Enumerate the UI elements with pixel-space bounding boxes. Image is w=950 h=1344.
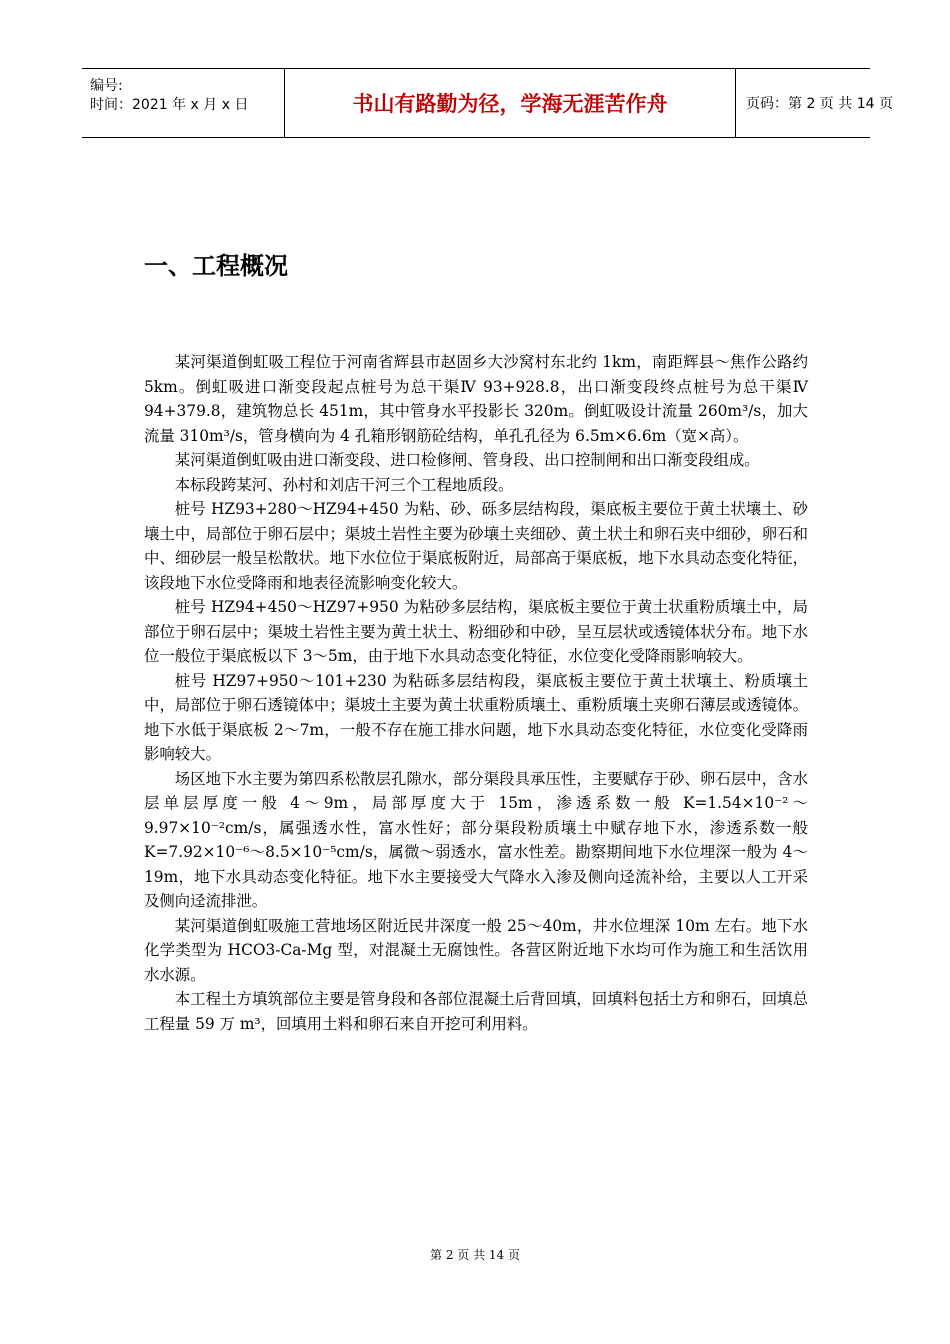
paragraph: 桩号 HZ93+280～HZ94+450 为粘、砂、砾多层结构段，渠底板主要位于黄土状壤土、砂壤土中，局部位于卵石层中；渠坡土岩性主要为砂壤土夹细砂、黄土状土和卵石夹中细砂，卵石和中、细砂层一般呈松散状。地下水位位于渠底板附近，局部高于渠底板，地下水具动态变化特征，该段地下水位受降雨和地表径流影响变化较大。 <box>144 500 808 592</box>
paragraph: 某河渠道倒虹吸由进口渐变段、进口检修闸、管身段、出口控制闸和出口渐变段组成。 <box>174 451 760 469</box>
paragraph: 本工程土方填筑部位主要是管身段和各部位混凝土后背回填，回填料包括土方和卵石，回填总工程量 59 万 m³，回填用土料和卵石来自开挖可利用料。 <box>144 990 808 1033</box>
document-time-label: 时间：2021 年 x 月 x 日 <box>90 97 249 113</box>
page-header <box>82 68 893 138</box>
paragraph: 桩号 HZ97+950～101+230 为粘砾多层结构段，渠底板主要位于黄土状壤土、粉质壤土中，局部位于卵石透镜体中；渠坡土主要为黄土状重粉质壤土、重粉质壤土夹卵石薄层或透镜体。地下水低于渠底板 2～7m，一般不存在施工排水问题，地下水具动态变化特征，水位变化受降雨影响较大。 <box>144 671 808 763</box>
header-page-info: 页码：第 2 页 共 14 页 <box>746 96 893 112</box>
header-meta <box>82 69 284 137</box>
paragraph: 场区地下水主要为第四系松散层孔隙水，部分渠段具承压性，主要赋存于砂、卵石层中，含水层单层厚度一般 4～9m，局部厚度大于 15m，渗透系数一般 K=1.54×10⁻²～9.97×10⁻²cm/s，属强透水性，富水性好；部分渠段粉质壤土中赋存地下水，渗透系数一般 K=7.92×10⁻⁶～8.5×10⁻⁵cm/s，属微～弱透水，富水性差。勘察期间地下水位埋深一般为 4～19m，地下水具动态变化特征。地下水主要接受大气降水入渗及侧向迳流补给，主要以人工开采及侧向迳流排泄。 <box>144 769 808 910</box>
section-title: 一、工程概况 <box>144 252 288 280</box>
paragraph: 本标段跨某河、孙村和刘店干河三个工程地质段。 <box>174 475 514 494</box>
paragraph: 桩号 HZ94+450～HZ97+950 为粘砂多层结构，渠底板主要位于黄土状重粉质壤土中，局部位于卵石层中；渠坡土岩性主要为黄土状土、粉细砂和中砂，呈互层状或透镜体状分布。地下水位一般位于渠底板以下 3～5m，由于地下水具动态变化特征，水位变化受降雨影响较大。 <box>144 598 808 665</box>
page-footer: 第 2 页 共 14 页 <box>430 1248 520 1262</box>
document-number-label: 编号: <box>90 78 123 94</box>
paragraph: 某河渠道倒虹吸工程位于河南省辉县市赵固乡大沙窝村东北约 1km，南距辉县～焦作公路约 5km。倒虹吸进口渐变段起点桩号为总干渠Ⅳ 93+928.8，出口渐变段终点桩号为总干渠Ⅳ 94+379.8，建筑物总长 451m，其中管身水平投影长 320m。倒虹吸设计流量 260m³/s，加大流量 310m³/s，管身横向为 4 孔箱形钢筋砼结构，单孔孔径为 6.5m×6.6m（宽×高）。 <box>144 353 808 445</box>
body-text <box>144 350 808 1036</box>
header-motto: 书山有路勤为径，学海无涯苦作舟 <box>284 69 736 137</box>
paragraph: 某河渠道倒虹吸施工营地场区附近民井深度一般 25～40m，井水位埋深 10m 左右。地下水化学类型为 HCO3-Ca-Mg 型，对混凝土无腐蚀性。各营区附近地下水均可作为施工和生活饮用水水源。 <box>144 916 808 984</box>
